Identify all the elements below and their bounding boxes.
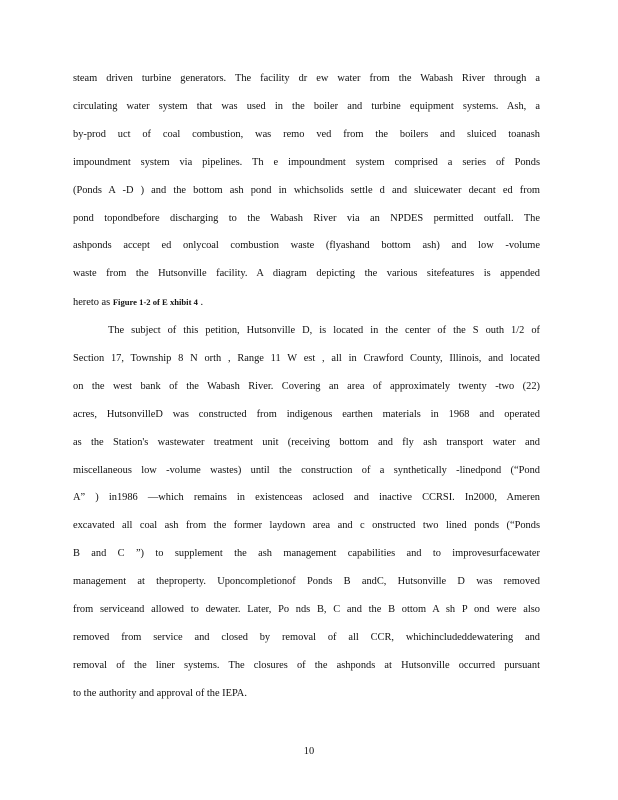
- text-line: A” ) in1986 —which remains in existenceas aclosed and inactive CCRSI. In2000, Ameren: [73, 492, 540, 504]
- text-line: Section 17, Township 8 N orth , Range 11 W est , all in Crawford County, Illinois, and located: [73, 352, 540, 364]
- text-line: [73, 295, 540, 310]
- page-number: 10: [303, 746, 315, 757]
- text-line: acres, HutsonvilleD was constructed from indigenous earthen materials in 1968 and operated: [73, 408, 540, 420]
- figure-reference: Figure 1-2 of E xhibit 4: [112, 297, 198, 308]
- text-line: management at theproperty. Uponcompletionof Ponds B andC, Hutsonville D was removed: [73, 576, 540, 588]
- text-line: steam driven turbine generators. The facility dr ew water from the Wabash River through a: [73, 73, 540, 84]
- text-line: from serviceand allowed to dewater. Later, Po nds B, C and the B ottom A sh P ond were also: [73, 604, 540, 615]
- text-line: ashponds accept ed onlycoal combustion waste (flyashand bottom ash) and low -volume: [73, 240, 540, 252]
- text-line: B and C ”) to supplement the ash management capabilities and to improvesurfacewater: [73, 548, 540, 560]
- text-line: removed from service and closed by removal of all CCR, whichincludeddewatering and: [73, 631, 540, 643]
- text-line: pond topondbefore discharging to the Wabash River via an NPDES permitted outfall. The: [73, 212, 540, 224]
- text-line: by-prod uct of coal combustion, was remo ved from the boilers and sluiced toanash: [73, 128, 540, 140]
- text-line: miscellaneous low -volume wastes) until the construction of a synthetically -linedpond (“Pond: [73, 464, 540, 476]
- text-line: on the west bank of the Wabash River. Covering an area of approximately twenty -two (22): [73, 380, 540, 392]
- text-line: impoundment system via pipelines. Th e impoundment system comprised a series of Ponds: [73, 156, 540, 168]
- text-line: (Ponds A -D ) and the bottom ash pond in whichsolids settle d and sluicewater decant ed from: [73, 184, 540, 196]
- text-line: to the authority and approval of the IEPA.: [73, 687, 247, 699]
- text-line: excavated all coal ash from the former laydown area and c onstructed two lined ponds (“Ponds: [73, 520, 540, 532]
- text-line: The subject of this petition, Hutsonville D, is located in the center of the S outh 1/2 of: [108, 325, 540, 336]
- text-line: removal of the liner systems. The closures of the ashponds at Hutsonville occurred pursuant: [73, 659, 540, 671]
- text-line: as the Station's wastewater treatment unit (receiving bottom and fly ash transport water and: [73, 436, 540, 448]
- text-line: circulating water system that was used in the boiler and turbine equipment systems. Ash, a: [73, 100, 540, 112]
- text-fragment: hereto as: [73, 297, 113, 309]
- text-fragment: .: [197, 297, 204, 309]
- text-line: waste from the Hutsonville facility. A diagram depicting the various sitefeatures is appended: [73, 268, 540, 280]
